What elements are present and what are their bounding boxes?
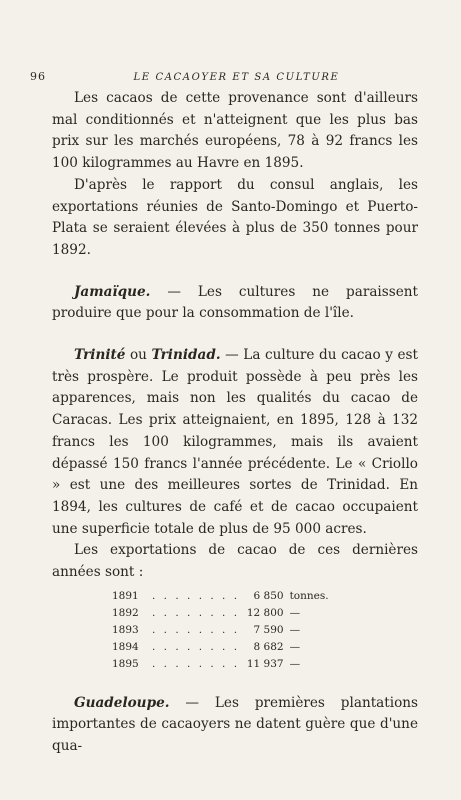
table-cell-value: 11 937 — [246, 657, 284, 670]
table-cell-year: 1891 — [112, 589, 139, 602]
table-row — [112, 622, 329, 639]
running-title: LE CACAOYER ET SA CULTURE — [133, 72, 340, 83]
table-cell-unit: tonnes. — [289, 589, 329, 602]
paragraph-santo-domingo-prices: Les cacaos de cette provenance sont d'ailleurs mal conditionnés et n'atteignent que les plus bas prix sur les marchés européens, 78 à 92 francs les 100 kilogrammes au Havre en 1895. — [52, 90, 418, 172]
paragraph-consul-report: D'après le rapport du consul anglais, les exportations réunies de Santo-Domingo et Puerto-Plata se seraient élevées à plus de 350 tonnes pour 1892. — [52, 176, 418, 258]
table-cell-year: 1892 — [112, 606, 139, 619]
section-heading-guadeloupe: Guadeloupe. — [74, 694, 170, 711]
table-cell-unit: — — [289, 623, 301, 636]
paragraph-jamaique — [52, 282, 418, 325]
table-cell-value: 12 800 — [246, 606, 284, 619]
section-heading-trinite: Trinité — [74, 347, 126, 364]
table-cell-leader-dots: . . . . . . . . — [152, 640, 240, 653]
page-number: 96 — [30, 70, 46, 83]
heading-connector: ou — [125, 347, 152, 364]
table-cell-value: 6 850 — [253, 589, 284, 602]
paragraph-guadeloupe — [52, 693, 418, 758]
table-cell-leader-dots: . . . . . . . . — [152, 623, 240, 636]
running-header — [30, 70, 403, 83]
paragraph-trinidad-text: — La culture du cacao y est très prospère. Le produit possède à peu près les apparences, mais non les qualités du cacao de Caracas. Les prix atteignaient, en 1895, 128 à 132 francs les 100 kilogrammes, mais ils avaient dépassé 150 francs l'année précédente. Le « Criollo » est une des meilleures sortes de Trinidad. En 1894, les cultures de café et de cacao occupaient une superficie totale de plus de 95 000 acres. — [52, 347, 418, 537]
table-cell-unit: — — [289, 640, 301, 653]
table-cell-year: 1894 — [112, 640, 139, 653]
page-body — [52, 88, 418, 758]
exports-table — [112, 588, 329, 673]
table-row — [112, 639, 329, 656]
table-cell-leader-dots: . . . . . . . . — [152, 657, 240, 670]
table-row — [112, 588, 329, 605]
table-row — [112, 605, 329, 622]
section-heading-trinidad: Trinidad. — [151, 347, 221, 364]
table-cell-leader-dots: . . . . . . . . — [152, 589, 240, 602]
table-cell-year: 1895 — [112, 657, 139, 670]
table-cell-leader-dots: . . . . . . . . — [152, 606, 240, 619]
paragraph-guadeloupe-text: — Les premières plantations importantes de cacaoyers ne datent guère que d'une qua- — [52, 694, 418, 755]
table-row — [112, 656, 329, 673]
table-cell-value: 8 682 — [253, 640, 284, 653]
paragraph-exports-intro: Les exportations de cacao de ces dernières années sont : — [52, 542, 418, 581]
table-cell-unit: — — [289, 657, 301, 670]
table-cell-value: 7 590 — [253, 623, 284, 636]
paragraph-trinidad — [52, 345, 418, 540]
paragraph-jamaique-text: — Les cultures ne paraissent produire que pour la consommation de l'île. — [52, 283, 418, 322]
table-cell-year: 1893 — [112, 623, 139, 636]
section-heading-jamaique: Jamaïque. — [74, 283, 151, 300]
table-cell-unit: — — [289, 606, 301, 619]
